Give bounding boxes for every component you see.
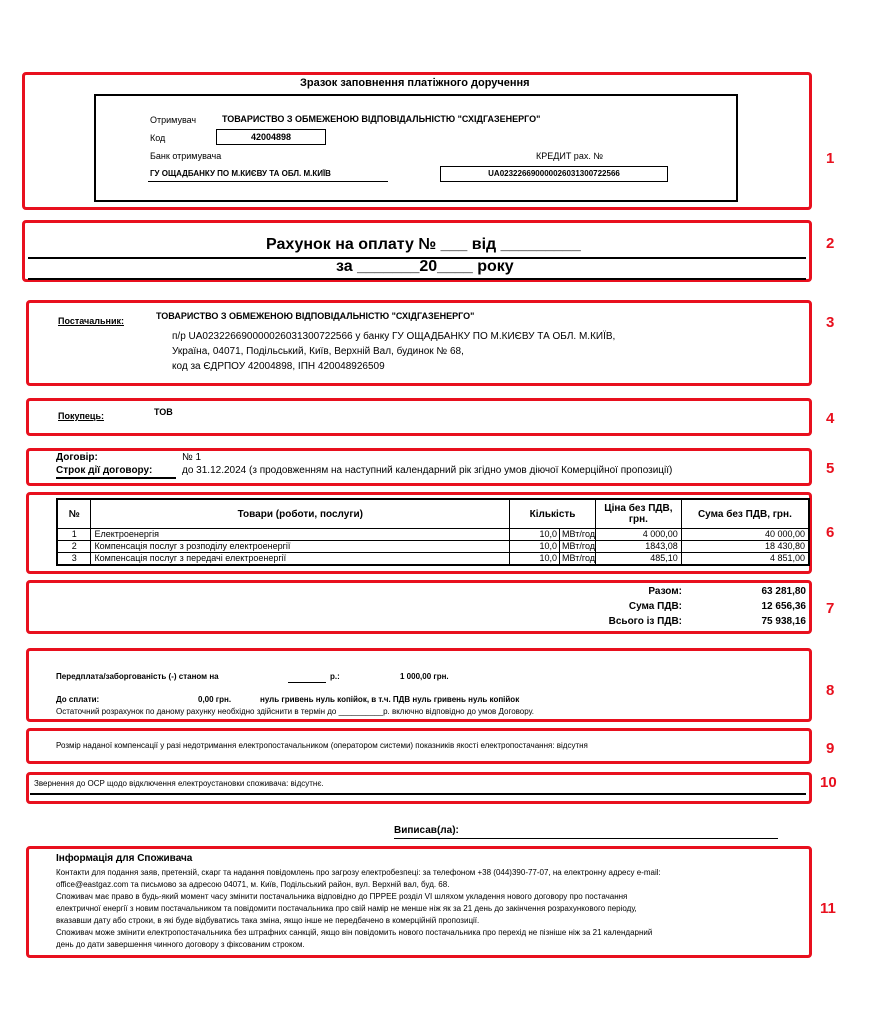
signature-line bbox=[394, 838, 778, 839]
recipient-name: ТОВАРИСТВО З ОБМЕЖЕНОЮ ВІДПОВІДАЛЬНІСТЮ "СХІДГАЗЕНЕРГО" bbox=[222, 114, 541, 124]
marker-5: 5 bbox=[826, 460, 835, 477]
row-num: 1 bbox=[57, 529, 91, 541]
row-name: Компенсація послуг з передачі електроенергії bbox=[91, 553, 510, 566]
header-qty: Кількість bbox=[510, 499, 596, 529]
row-unit: МВт/год bbox=[562, 529, 595, 539]
row-name: Компенсація послуг з розподілу електроенергії bbox=[91, 541, 510, 553]
items-table bbox=[56, 498, 810, 566]
row-unit: МВт/год bbox=[562, 553, 595, 563]
info-line3: Споживач має право в будь-який момент часу змінити постачальника відповідно до ПРРЕЕ розділ VI шляхом укладення нового договору про постачання bbox=[56, 892, 628, 901]
row-unit: МВт/год bbox=[562, 541, 595, 551]
contract-number: № 1 bbox=[182, 452, 202, 463]
recipient-label: Отримувач bbox=[150, 115, 197, 125]
due-amount: 0,00 грн. bbox=[198, 695, 232, 704]
supplier-line2: Україна, 04071, Подільський, Київ, Верхній Вал, будинок № 68, bbox=[172, 346, 464, 357]
info-line6: Споживач може змінити електропостачальника без штрафних санкцій, якщо він повідомить нового постачальника про перехід не пізніше ніж за 21 календарний bbox=[56, 928, 653, 937]
bank-underline bbox=[148, 181, 388, 182]
signed-label: Виписав(ла): bbox=[394, 825, 459, 836]
row-qty bbox=[510, 529, 596, 541]
header-num: № bbox=[57, 499, 91, 529]
sample-frame bbox=[94, 94, 738, 202]
row-num: 3 bbox=[57, 553, 91, 566]
section-box-7 bbox=[26, 580, 812, 634]
table-header-row bbox=[57, 499, 809, 529]
subtotal-value: 63 281,80 bbox=[761, 586, 806, 597]
marker-11: 11 bbox=[820, 900, 836, 917]
contract-term-underline bbox=[56, 477, 176, 479]
row-sum: 4 851,00 bbox=[681, 553, 809, 566]
prepay-date-blank bbox=[288, 682, 326, 683]
due-label: До сплати: bbox=[56, 695, 100, 704]
due-words: нуль гривень нуль копійок, в т.ч. ПДВ нуль гривень нуль копійок bbox=[260, 695, 520, 704]
info-line2: office@eastgaz.com та письмово за адресою 04071, м. Київ, Подільський район, вул. Верхній вал, буд. 68. bbox=[56, 880, 450, 889]
marker-9: 9 bbox=[826, 740, 835, 757]
marker-8: 8 bbox=[826, 682, 835, 699]
supplier-line1: п/р UA023226690000026031300722566 у банку ГУ ОЩАДБАНКУ ПО М.КИЄВУ ТА ОБЛ. М.КИЇВ, bbox=[172, 331, 616, 342]
info-line4: електричної енергії з новим постачальником та повідомити постачальника про свій намір не менше ніж як за 21 день до закінчення розрахункового періоду, bbox=[56, 904, 637, 913]
header-sum: Сума без ПДВ, грн. bbox=[681, 499, 809, 529]
subtotal-label: Разом: bbox=[648, 586, 682, 597]
prepay-label: Передплата/заборгованість (-) станом на bbox=[56, 672, 219, 681]
section-box-10 bbox=[26, 772, 812, 804]
compensation-text: Розмір наданої компенсації у разі недотримання електропостачальником (оператором системи) показників якості електропостачання: відсутня bbox=[56, 741, 588, 750]
code-value: 42004898 bbox=[216, 129, 326, 145]
code-label: Код bbox=[150, 133, 166, 143]
table-row bbox=[57, 541, 809, 553]
row-sum: 18 430,80 bbox=[681, 541, 809, 553]
contract-term-label: Строк дії договору: bbox=[56, 465, 153, 476]
credit-label: КРЕДИТ рах. № bbox=[536, 151, 603, 161]
contract-label: Договір: bbox=[56, 452, 98, 463]
supplier-line3: код за ЄДРПОУ 42004898, ІПН 420048926509 bbox=[172, 361, 385, 372]
info-line5: вказавши дату або строки, в які буде відбуватись така зміна, якщо інше не передбачено в комерційній пропозиції. bbox=[56, 916, 480, 925]
marker-6: 6 bbox=[826, 524, 835, 541]
buyer-name: ТОВ bbox=[154, 407, 173, 417]
contract-term-value: до 31.12.2024 (з продовженням на наступний календарний рік згідно умов діючої Комерційної пропозиції) bbox=[182, 465, 673, 476]
row-name: Електроенергія bbox=[91, 529, 510, 541]
invoice-title-line2: за _______20____ року bbox=[336, 258, 514, 275]
marker-7: 7 bbox=[826, 600, 835, 617]
osr-rule bbox=[30, 793, 806, 795]
marker-2: 2 bbox=[826, 235, 835, 252]
info-title: Інформація для Споживача bbox=[56, 853, 193, 864]
marker-3: 3 bbox=[826, 314, 835, 331]
supplier-name: ТОВАРИСТВО З ОБМЕЖЕНОЮ ВІДПОВІДАЛЬНІСТЮ "СХІДГАЗЕНЕРГО" bbox=[156, 311, 475, 321]
row-num: 2 bbox=[57, 541, 91, 553]
vat-value: 12 656,36 bbox=[761, 601, 806, 612]
row-sum: 40 000,00 bbox=[681, 529, 809, 541]
header-goods: Товари (роботи, послуги) bbox=[91, 499, 510, 529]
title-rule-2 bbox=[28, 278, 806, 280]
row-price: 485,10 bbox=[596, 553, 682, 566]
payment-note: Остаточний розрахунок по даному рахунку необхідно здійснити в термін до __________р. включно відповідно до умов Договору. bbox=[56, 707, 535, 716]
osr-text: Звернення до ОСР щодо відключення електроустановки споживача: відсутнє. bbox=[34, 779, 324, 788]
header-price: Ціна без ПДВ, грн. bbox=[596, 499, 682, 529]
invoice-title-line1: Рахунок на оплату № ___ від _________ bbox=[266, 236, 581, 253]
buyer-label: Покупець: bbox=[58, 411, 104, 421]
row-price: 4 000,00 bbox=[596, 529, 682, 541]
table-row bbox=[57, 553, 809, 566]
info-line7: день до дати завершення чинного договору з фіксованим строком. bbox=[56, 940, 305, 949]
section-box-4 bbox=[26, 398, 812, 436]
bank-name: ГУ ОЩАДБАНКУ ПО М.КИЄВУ ТА ОБЛ. М.КИЇВ bbox=[150, 169, 331, 178]
supplier-label: Постачальник: bbox=[58, 316, 124, 326]
total-value: 75 938,16 bbox=[761, 616, 806, 627]
row-qty bbox=[510, 541, 596, 553]
marker-10: 10 bbox=[820, 774, 837, 791]
marker-4: 4 bbox=[826, 410, 835, 427]
sample-title: Зразок заповнення платіжного доручення bbox=[300, 77, 530, 89]
total-label: Всього із ПДВ: bbox=[608, 616, 682, 627]
row-price: 1843,08 bbox=[596, 541, 682, 553]
row-qty-value: 10,0 bbox=[517, 553, 560, 564]
vat-label: Сума ПДВ: bbox=[628, 601, 682, 612]
row-qty bbox=[510, 553, 596, 566]
prepay-amount: 1 000,00 грн. bbox=[400, 672, 449, 681]
account-number: UA023226690000026031300722566 bbox=[440, 166, 668, 182]
row-qty-value: 10,0 bbox=[517, 529, 560, 540]
row-qty-value: 10,0 bbox=[517, 541, 560, 552]
marker-1: 1 bbox=[826, 150, 835, 167]
table-row bbox=[57, 529, 809, 541]
info-line1: Контакти для подання заяв, претензій, скарг та надання повідомлень про загрозу електробезпеці: за телефоном +38 (044)390-77-07, на електронну адресу e-mail: bbox=[56, 868, 661, 877]
bank-label: Банк отримувача bbox=[150, 151, 222, 161]
prepay-suffix: р.: bbox=[330, 672, 340, 681]
